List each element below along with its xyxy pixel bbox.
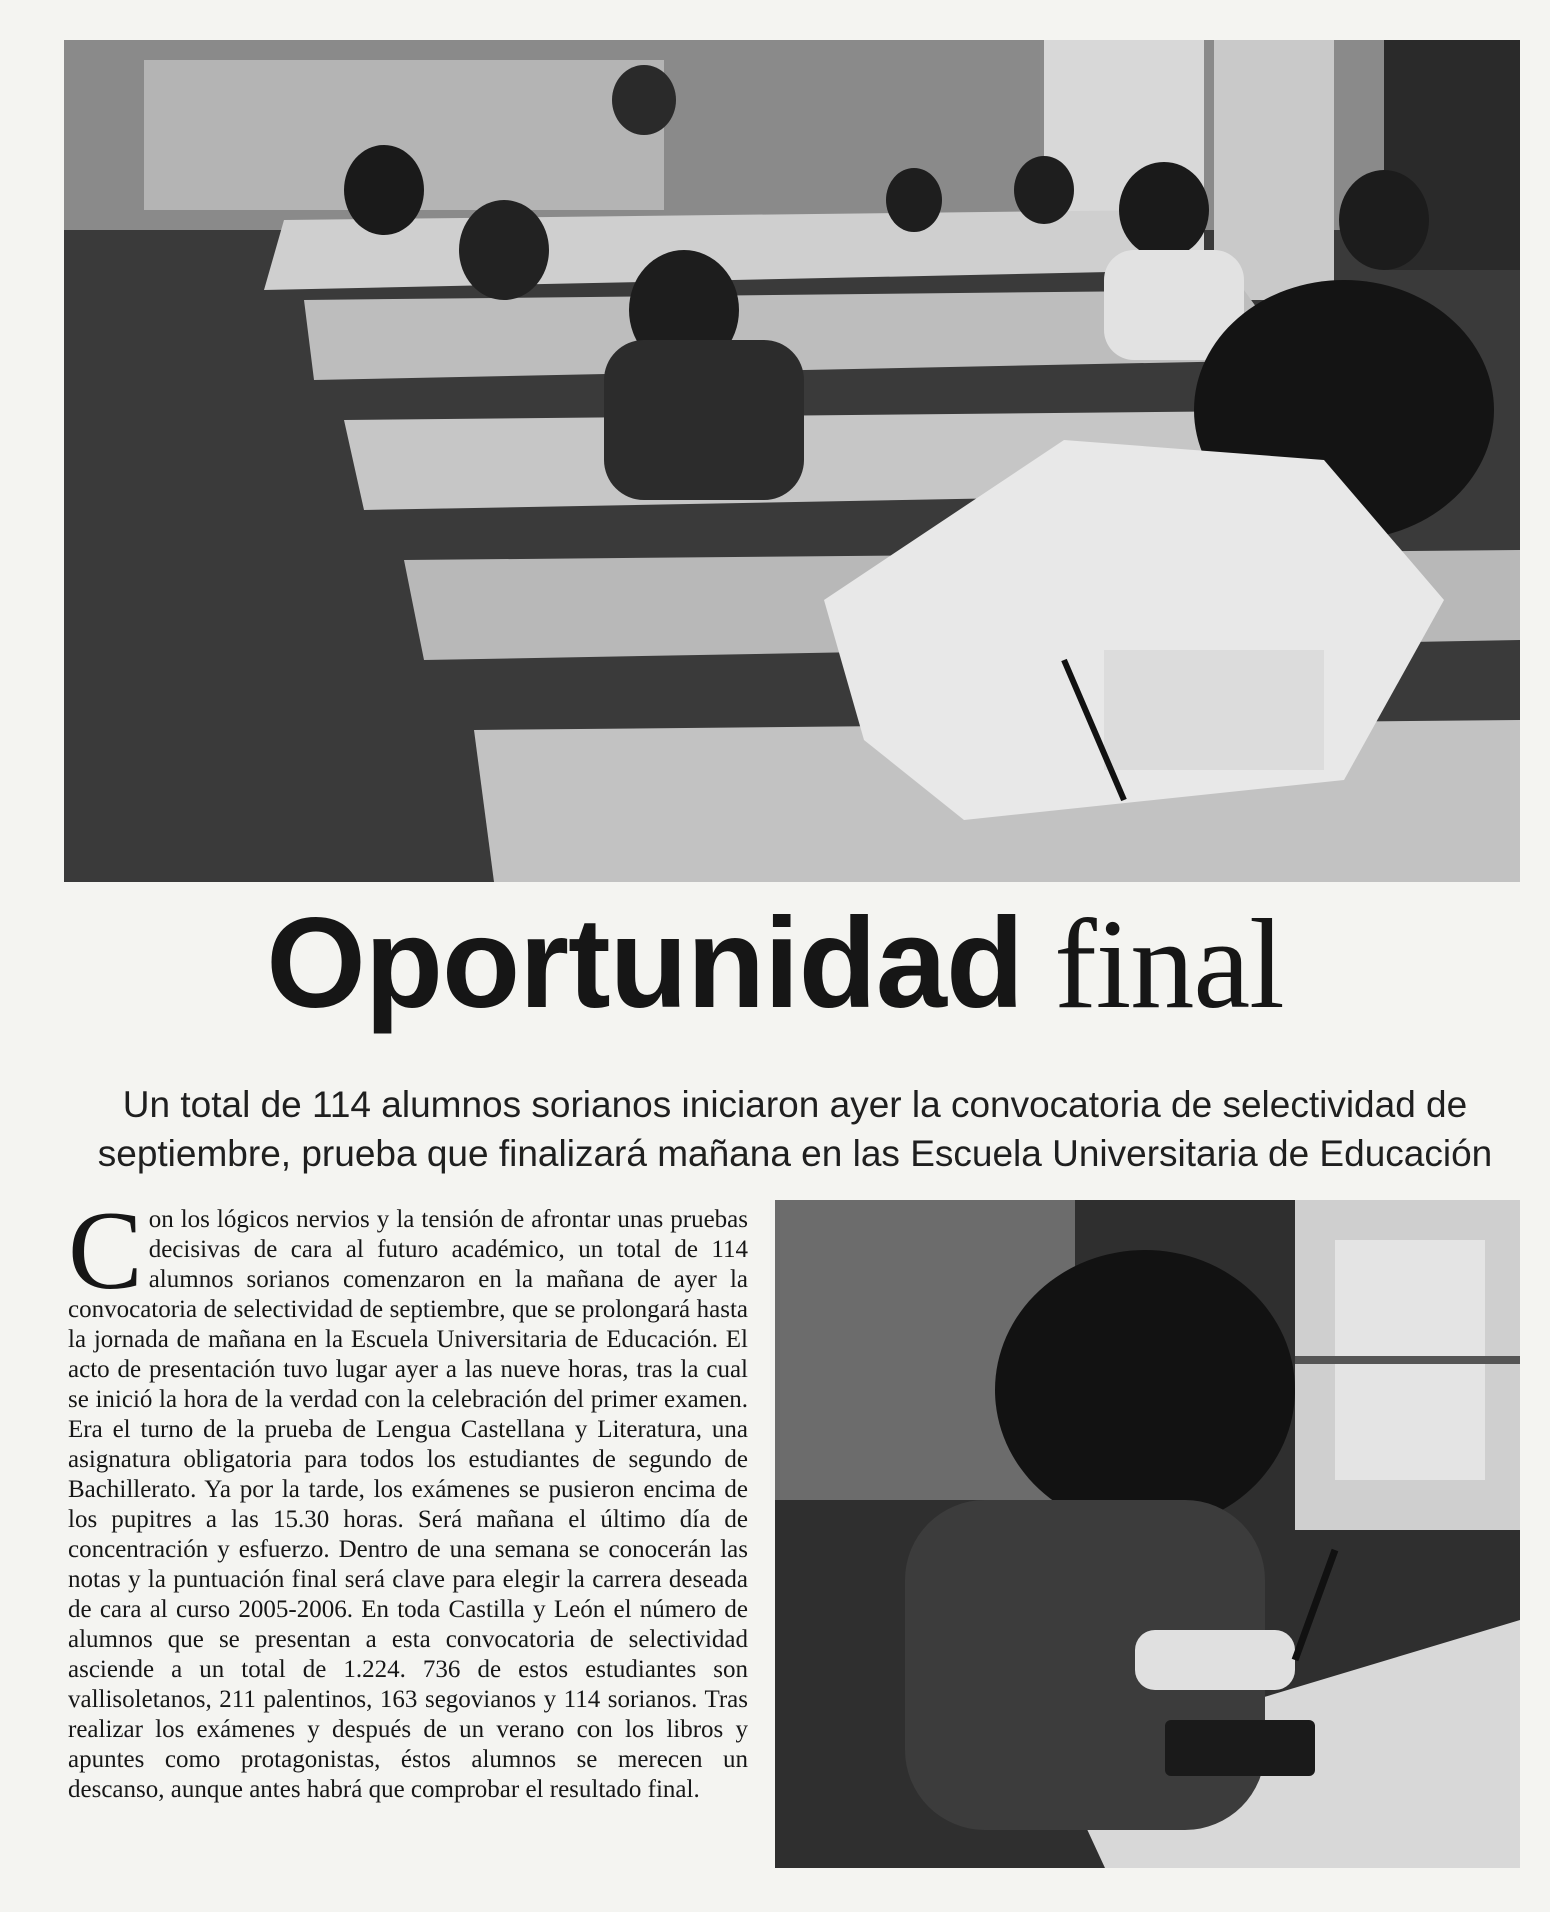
headline-light: final (1054, 893, 1284, 1035)
headline (0, 892, 1550, 1035)
article-body (68, 1189, 748, 1805)
subheadline: Un total de 114 alumnos sorianos iniciaron ayer la convocatoria de selectividad de septiembre, prueba que finalizará mañana en las Escuela Universitaria de Educación (97, 1084, 1493, 1174)
article-body-text: on los lógicos nervios y la tensión de afrontar unas pruebas decisivas de cara al futuro académico, un total de 114 alumnos sorianos comenzaron en la mañana de ayer la convocatoria de selectividad de septiembre, que se prolongará hasta la jornada de mañana en la Escuela Universitaria de Educación. El acto de presentación tuvo lugar ayer a las nueve horas, tras la cual se inició la hora de la verdad con la celebración del primer examen. Era el turno de la prueba de Lengua Castellana y Literatura, una asignatura obligatoria para todos los estudiantes de segundo de Bachillerato. Ya por la tarde, los exámenes se pusieron encima de los pupitres a las 15.30 horas. Será mañana el último día de concentración y esfuerzo. Dentro de una semana se conocerán las notas y la puntuación final será clave para elegir la carrera deseada de cara al curso 2005-2006. En toda Castilla y León el número de alumnos que se presentan a esta convocatoria de selectividad asciende a un total de 1.224. 736 de estos estudiantes son vallisoletanos, 211 palentinos, 163 segovianos y 114 sorianos. Tras realizar los exámenes y después de un verano con los libros y apuntes como protagonistas, éstos alumnos se merecen un descanso, aunque antes habrá que comprobar el resultado final. (68, 1206, 748, 1803)
exam-hall-photo (64, 40, 1520, 882)
dropcap: C (68, 1189, 143, 1313)
headline-bold: Oportunidad (266, 892, 1024, 1035)
student-writing-photo (775, 1200, 1520, 1868)
